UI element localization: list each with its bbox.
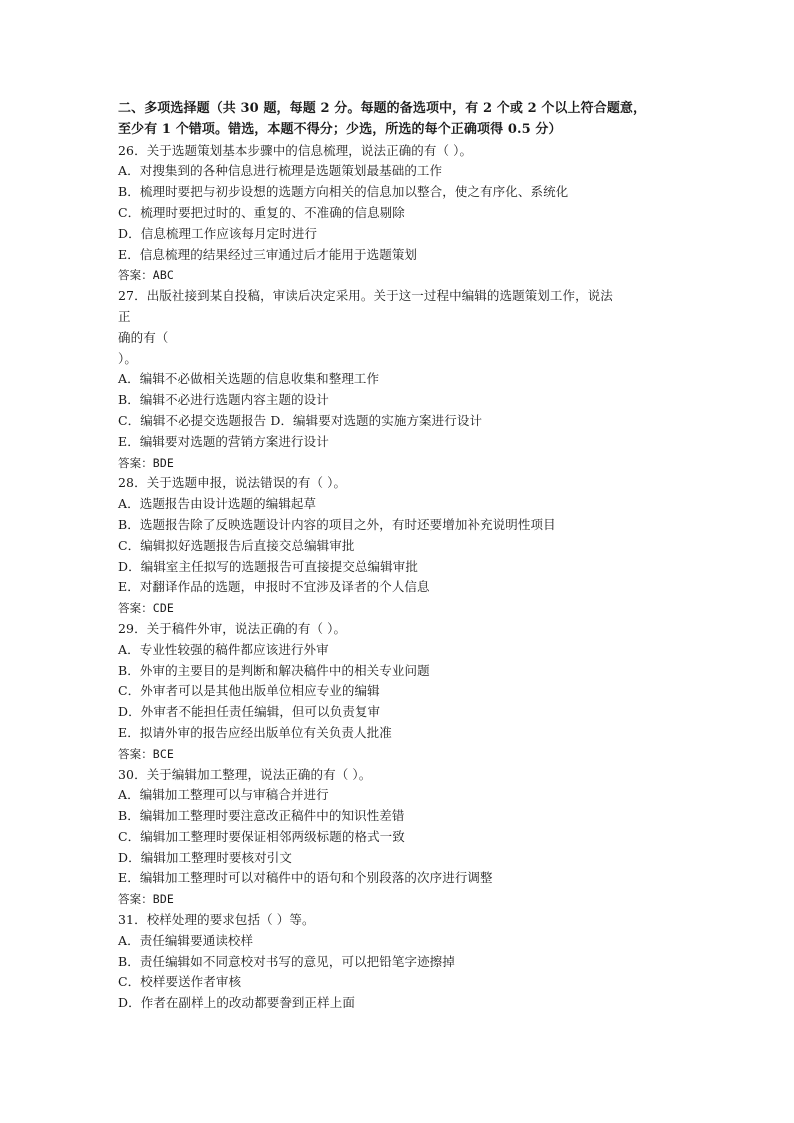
option-line: D．外审者不能担任责任编辑，但可以负责复审 xyxy=(118,704,381,720)
option-line: D．作者在副样上的改动都要誊到正样上面 xyxy=(118,995,355,1011)
option-line: D．编辑室主任拟写的选题报告可直接提交总编辑审批 xyxy=(118,558,418,574)
option-line: D．信息梳理工作应该每月定时进行 xyxy=(118,225,318,241)
option-line: B．编辑加工整理时要注意改正稿件中的知识性差错 xyxy=(118,808,405,824)
question-stem: 30．关于编辑加工整理，说法正确的有（ ）。 xyxy=(118,766,372,782)
answer-line: 答案：BCE xyxy=(118,746,174,761)
option-line: C．校样要送作者审核 xyxy=(118,974,242,990)
option-line: A．责任编辑要通读校样 xyxy=(118,932,254,948)
question-section xyxy=(118,99,678,1014)
option-line: C．编辑加工整理时要保证相邻两级标题的格式一致 xyxy=(118,828,405,844)
question-stem: 正 xyxy=(118,308,131,324)
section-heading-line: 至少有 1 个错项。错选，本题不得分；少选，所选的每个正确项得 0.5 分） xyxy=(118,121,562,137)
answer-line: 答案：BDE xyxy=(118,455,174,470)
section-heading-line: 二、多项选择题（共 30 题，每题 2 分。每题的备选项中，有 2 个或 2 个以上符合题意， xyxy=(118,101,647,116)
option-line: B．梳理时要把与初步设想的选题方向相关的信息加以整合，使之有序化、系统化 xyxy=(118,184,569,200)
question-stem: 26．关于选题策划基本步骤中的信息梳理，说法正确的有（ ）。 xyxy=(118,142,473,158)
question-stem: 确的有（ xyxy=(118,329,169,345)
option-line: B．选题报告除了反映选题设计内容的项目之外，有时还要增加补充说明性项目 xyxy=(118,516,556,532)
option-line: B．编辑不必进行选题内容主题的设计 xyxy=(118,392,329,408)
option-line: E．信息梳理的结果经过三审通过后才能用于选题策划 xyxy=(118,246,418,262)
question-stem: 31．校样处理的要求包括（ ）等。 xyxy=(118,912,315,928)
question-stem: 28．关于选题申报，说法错误的有（ ）。 xyxy=(118,475,347,491)
option-line: A．选题报告由设计选题的编辑起草 xyxy=(118,496,317,512)
answer-line: 答案：CDE xyxy=(118,601,174,616)
option-line: E．拟请外审的报告应经出版单位有关负责人批准 xyxy=(118,724,392,740)
option-line: E．对翻译作品的选题，申报时不宜涉及译者的个人信息 xyxy=(118,579,430,595)
option-line: E．编辑加工整理时可以对稿件中的语句和个别段落的次序进行调整 xyxy=(118,870,493,886)
option-line: D．编辑加工整理时要核对引文 xyxy=(118,849,292,865)
option-line: A．专业性较强的稿件都应该进行外审 xyxy=(118,641,329,657)
option-line: A．对搜集到的各种信息进行梳理是选题策划最基础的工作 xyxy=(118,163,443,179)
answer-line: 答案：ABC xyxy=(118,268,174,283)
option-line: C．编辑拟好选题报告后直接交总编辑审批 xyxy=(118,537,355,553)
option-line: B．责任编辑如不同意校对书写的意见，可以把铅笔字迹擦掉 xyxy=(118,953,455,969)
question-stem: 27．出版社接到某自投稿，审读后决定采用。关于这一过程中编辑的选题策划工作，说法 xyxy=(118,288,613,304)
option-line: A．编辑不必做相关选题的信息收集和整理工作 xyxy=(118,371,380,387)
option-line: C．梳理时要把过时的、重复的、不准确的信息剔除 xyxy=(118,204,405,220)
option-line: C．外审者可以是其他出版单位相应专业的编辑 xyxy=(118,683,380,699)
question-stem: ）。 xyxy=(118,350,137,366)
question-stem: 29．关于稿件外审，说法正确的有（ ）。 xyxy=(118,620,347,636)
answer-line: 答案：BDE xyxy=(118,892,174,907)
option-line: A．编辑加工整理可以与审稿合并进行 xyxy=(118,787,329,803)
option-line: B．外审的主要目的是判断和解决稿件中的相关专业问题 xyxy=(118,662,430,678)
option-line: C．编辑不必提交选题报告 D．编辑要对选题的实施方案进行设计 xyxy=(118,412,483,428)
option-line: E．编辑要对选题的营销方案进行设计 xyxy=(118,433,329,449)
